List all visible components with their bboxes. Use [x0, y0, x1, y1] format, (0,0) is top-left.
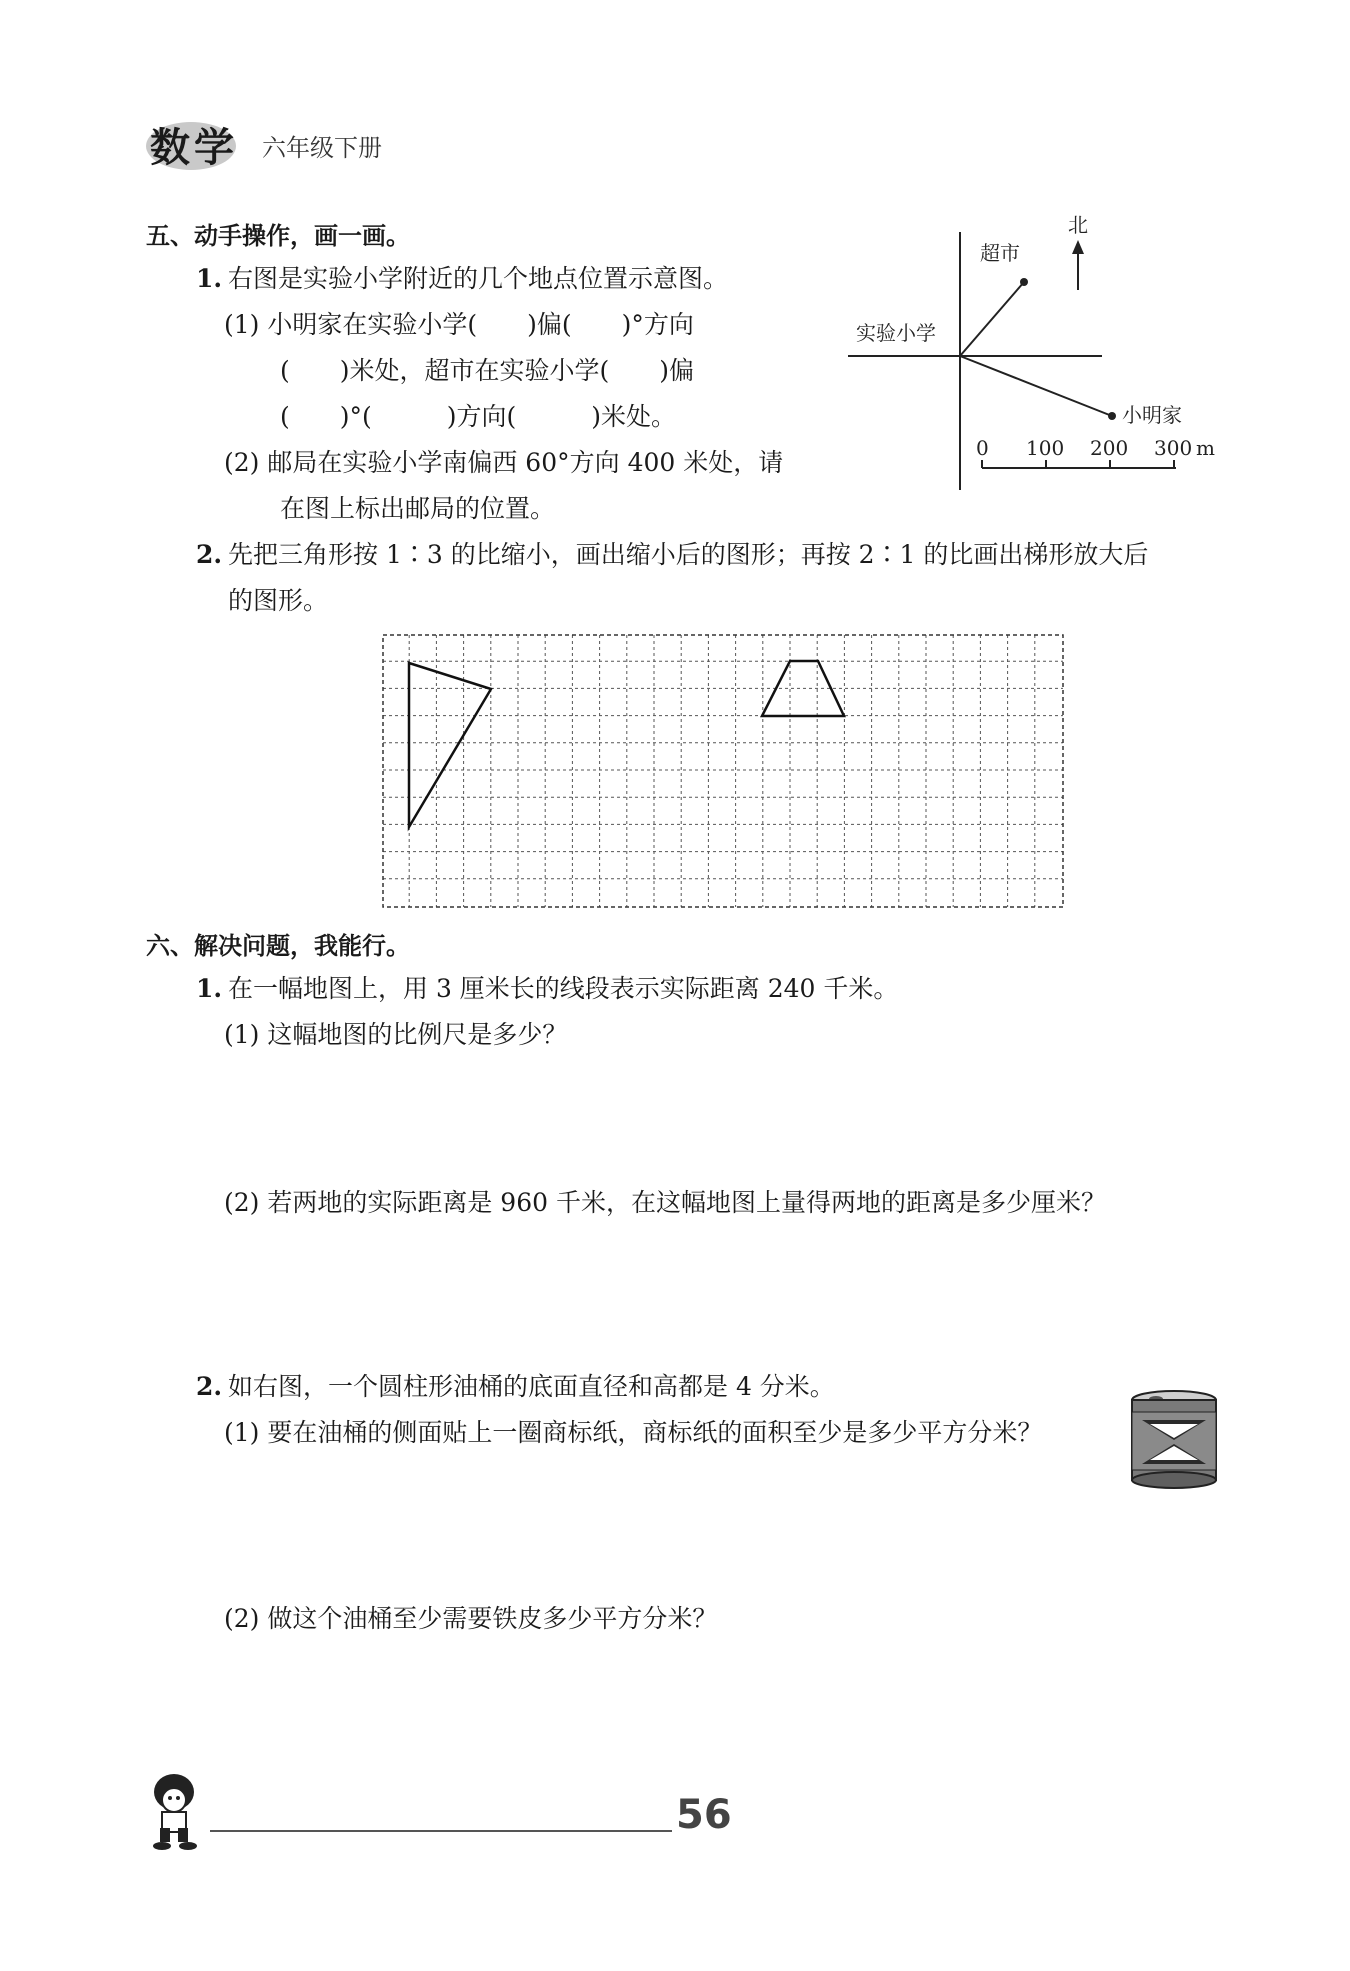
grid-border	[383, 635, 1063, 907]
grid-lines	[383, 635, 1063, 907]
location-map	[840, 210, 1240, 500]
section5-title: 五、动手操作，画一画。	[146, 222, 410, 250]
section6-title: 六、解决问题，我能行。	[146, 932, 410, 960]
home-label: 小明家	[1122, 403, 1182, 427]
school-label: 实验小学	[856, 321, 936, 345]
home-ray	[960, 356, 1112, 416]
s6-q2-number: 2.	[196, 1372, 223, 1401]
s6-q2-text: 如右图，一个圆柱形油桶的底面直径和高都是 4 分米。	[228, 1372, 835, 1401]
drawing-grid	[382, 634, 1064, 910]
triangle-shape	[409, 663, 491, 827]
q2-number: 2.	[196, 540, 223, 569]
q1-part2-line2: 在图上标出邮局的位置。	[280, 494, 556, 523]
footer-rule	[210, 1830, 672, 1832]
supermarket-point	[1020, 278, 1028, 286]
s6-q2-part1: (1) 要在油桶的侧面贴上一圈商标纸，商标纸的面积至少是多少平方分米？	[224, 1418, 1043, 1447]
north-label: 北	[1068, 213, 1088, 237]
scale-tick-0: 0	[976, 436, 989, 460]
q1-part1-line2: ( )米处，超市在实验小学( )偏	[280, 356, 695, 385]
s6-q1-text: 在一幅地图上，用 3 厘米长的线段表示实际距离 240 千米。	[228, 974, 899, 1003]
q2-line2: 的图形。	[228, 586, 329, 615]
q2-line1: 先把三角形按 1∶3 的比缩小，画出缩小后的图形；再按 2∶1 的比画出梯形放大后	[228, 540, 1149, 569]
scale-unit: m	[1196, 436, 1215, 460]
grade-label: 六年级下册	[262, 134, 382, 162]
q1-part2-line1: (2) 邮局在实验小学南偏西 60°方向 400 米处，请	[224, 448, 784, 477]
q1-part1-line3: ( )°( )方向( )米处。	[280, 402, 677, 431]
scale-tick-300: 300	[1154, 436, 1193, 460]
q1-number: 1.	[196, 264, 223, 293]
north-arrowhead-icon	[1072, 240, 1084, 254]
subject-title: 数学	[150, 125, 238, 171]
home-point	[1108, 412, 1116, 420]
s6-q1-part2: (2) 若两地的实际距离是 960 千米，在这幅地图上量得两地的距离是多少厘米？	[224, 1188, 1106, 1217]
q1-intro: 右图是实验小学附近的几个地点位置示意图。	[228, 264, 729, 293]
page-number: 56	[676, 1792, 732, 1838]
s6-q1-part1: (1) 这幅地图的比例尺是多少？	[224, 1020, 568, 1049]
s6-q1-number: 1.	[196, 974, 223, 1003]
scale-tick-100: 100	[1026, 436, 1065, 460]
q1-part1-line1: (1) 小明家在实验小学( )偏( )°方向	[224, 310, 694, 339]
supermarket-ray	[960, 282, 1024, 356]
s6-q2-part2: (2) 做这个油桶至少需要铁皮多少平方分米？	[224, 1604, 718, 1633]
mascot-icon	[140, 1768, 210, 1852]
oil-drum-icon	[1128, 1388, 1220, 1490]
scale-tick-200: 200	[1090, 436, 1129, 460]
supermarket-label: 超市	[980, 241, 1020, 265]
